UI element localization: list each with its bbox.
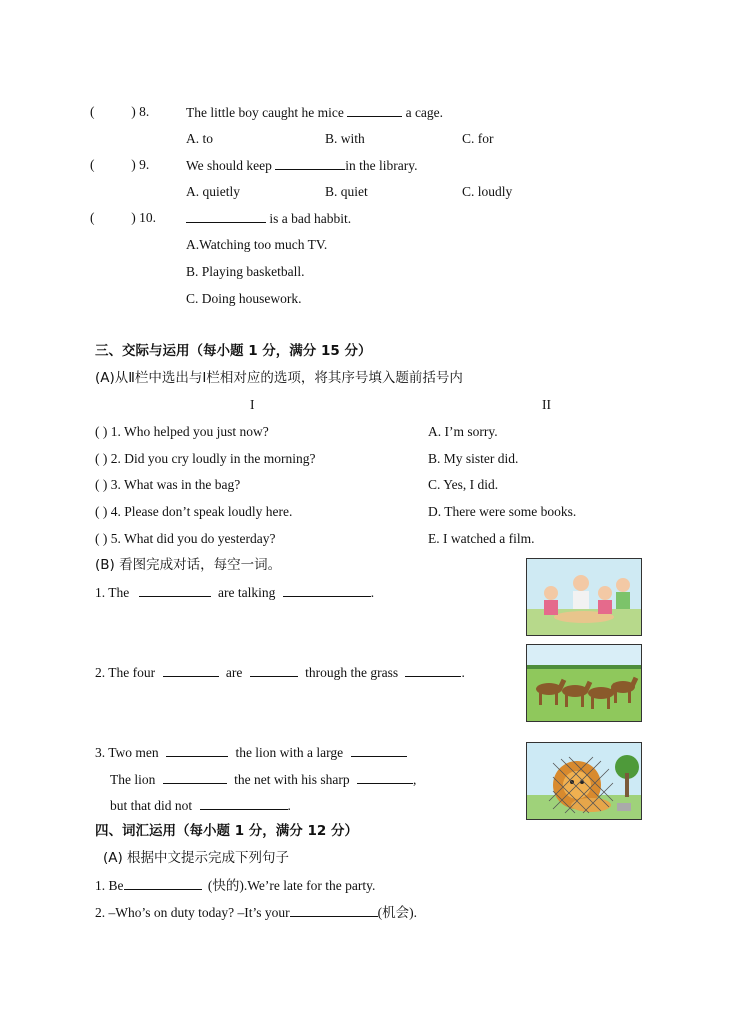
- match-question: ( ) 2. Did you cry loudly in the morning?: [95, 451, 316, 466]
- question-10: ( ) 10.: [90, 210, 156, 225]
- match-question: ( ) 4. Please don’t speak loudly here.: [95, 504, 293, 519]
- question-8: [90, 104, 149, 120]
- match-answer: C. Yes, I did.: [428, 477, 499, 492]
- picture-question-3-line-1: 3. Two men the lion with a large: [95, 744, 407, 761]
- answer-blank[interactable]: [139, 584, 211, 597]
- answer-blank[interactable]: [290, 904, 378, 917]
- section-4-title: 四、词汇运用（每小题 1 分，满分 12 分）: [95, 823, 358, 839]
- column-2-header: II: [542, 397, 551, 412]
- option: B. with: [325, 131, 365, 146]
- match-question: ( ) 3. What was in the bag?: [95, 477, 241, 492]
- answer-blank[interactable]: [351, 744, 407, 757]
- answer-blank[interactable]: [186, 210, 266, 223]
- answer-blank[interactable]: [275, 157, 345, 170]
- option: B. Playing basketball.: [186, 264, 305, 279]
- picture-question-1: 1. The are talking .: [95, 585, 375, 600]
- question-8-stem: The little boy caught he mice a cage.: [186, 105, 444, 120]
- answer-blank[interactable]: [357, 771, 413, 784]
- option: A. quietly: [186, 184, 240, 199]
- answer-blank[interactable]: [250, 664, 298, 677]
- option: B. quiet: [325, 184, 368, 199]
- answer-blank[interactable]: [200, 797, 288, 810]
- answer-blank[interactable]: [347, 104, 402, 117]
- picture-question-3-line-3: but that did not .: [110, 798, 291, 813]
- picture-question-3-line-2: The lion the net with his sharp ,: [110, 772, 417, 787]
- lion-in-net-image: [526, 742, 642, 820]
- option: A.Watching too much TV.: [186, 237, 328, 252]
- match-question: ( ) 5. What did you do yesterday?: [95, 531, 276, 546]
- match-answer: A. I’m sorry.: [428, 424, 498, 439]
- match-answer: B. My sister did.: [428, 451, 519, 466]
- answer-blank[interactable]: [163, 771, 227, 784]
- answer-paren: (: [90, 104, 95, 119]
- match-answer: E. I watched a film.: [428, 531, 535, 546]
- vocab-question-2: 2. –Who’s on duty today? –It’s your (机会).: [95, 905, 417, 920]
- horses-running-image: [526, 644, 642, 722]
- section-4-part-a: (A) 根据中文提示完成下列句子: [103, 850, 290, 866]
- option: A. to: [186, 131, 213, 146]
- option: C. Doing housework.: [186, 291, 302, 306]
- answer-blank[interactable]: [166, 744, 228, 757]
- section-3-part-a: (A)从Ⅱ栏中选出与Ⅰ栏相对应的选项，将其序号填入题前括号内: [95, 370, 463, 386]
- option: C. for: [462, 131, 494, 146]
- question-10-stem: is a bad habbit.: [186, 210, 351, 227]
- match-question: ( ) 1. Who helped you just now?: [95, 424, 269, 439]
- answer-blank[interactable]: [163, 664, 219, 677]
- section-3-part-b: (B) 看图完成对话，每空一词。: [95, 557, 282, 573]
- vocab-question-1: 1. Be (快的).We’re late for the party.: [95, 878, 376, 893]
- match-answer: D. There were some books.: [428, 504, 577, 519]
- question-9-stem: We should keep in the library.: [186, 158, 418, 173]
- answer-blank[interactable]: [405, 664, 461, 677]
- option: C. loudly: [462, 184, 513, 199]
- answer-blank[interactable]: [283, 584, 371, 597]
- answer-blank[interactable]: [124, 877, 202, 890]
- question-number: ) 8.: [131, 104, 150, 119]
- question-9: ( ) 9.: [90, 157, 150, 172]
- column-1-header: I: [250, 397, 255, 412]
- picture-question-2: 2. The four are through the grass .: [95, 665, 465, 680]
- section-3-title: 三、交际与运用（每小题 1 分，满分 15 分）: [95, 343, 372, 359]
- children-talking-image: [526, 558, 642, 636]
